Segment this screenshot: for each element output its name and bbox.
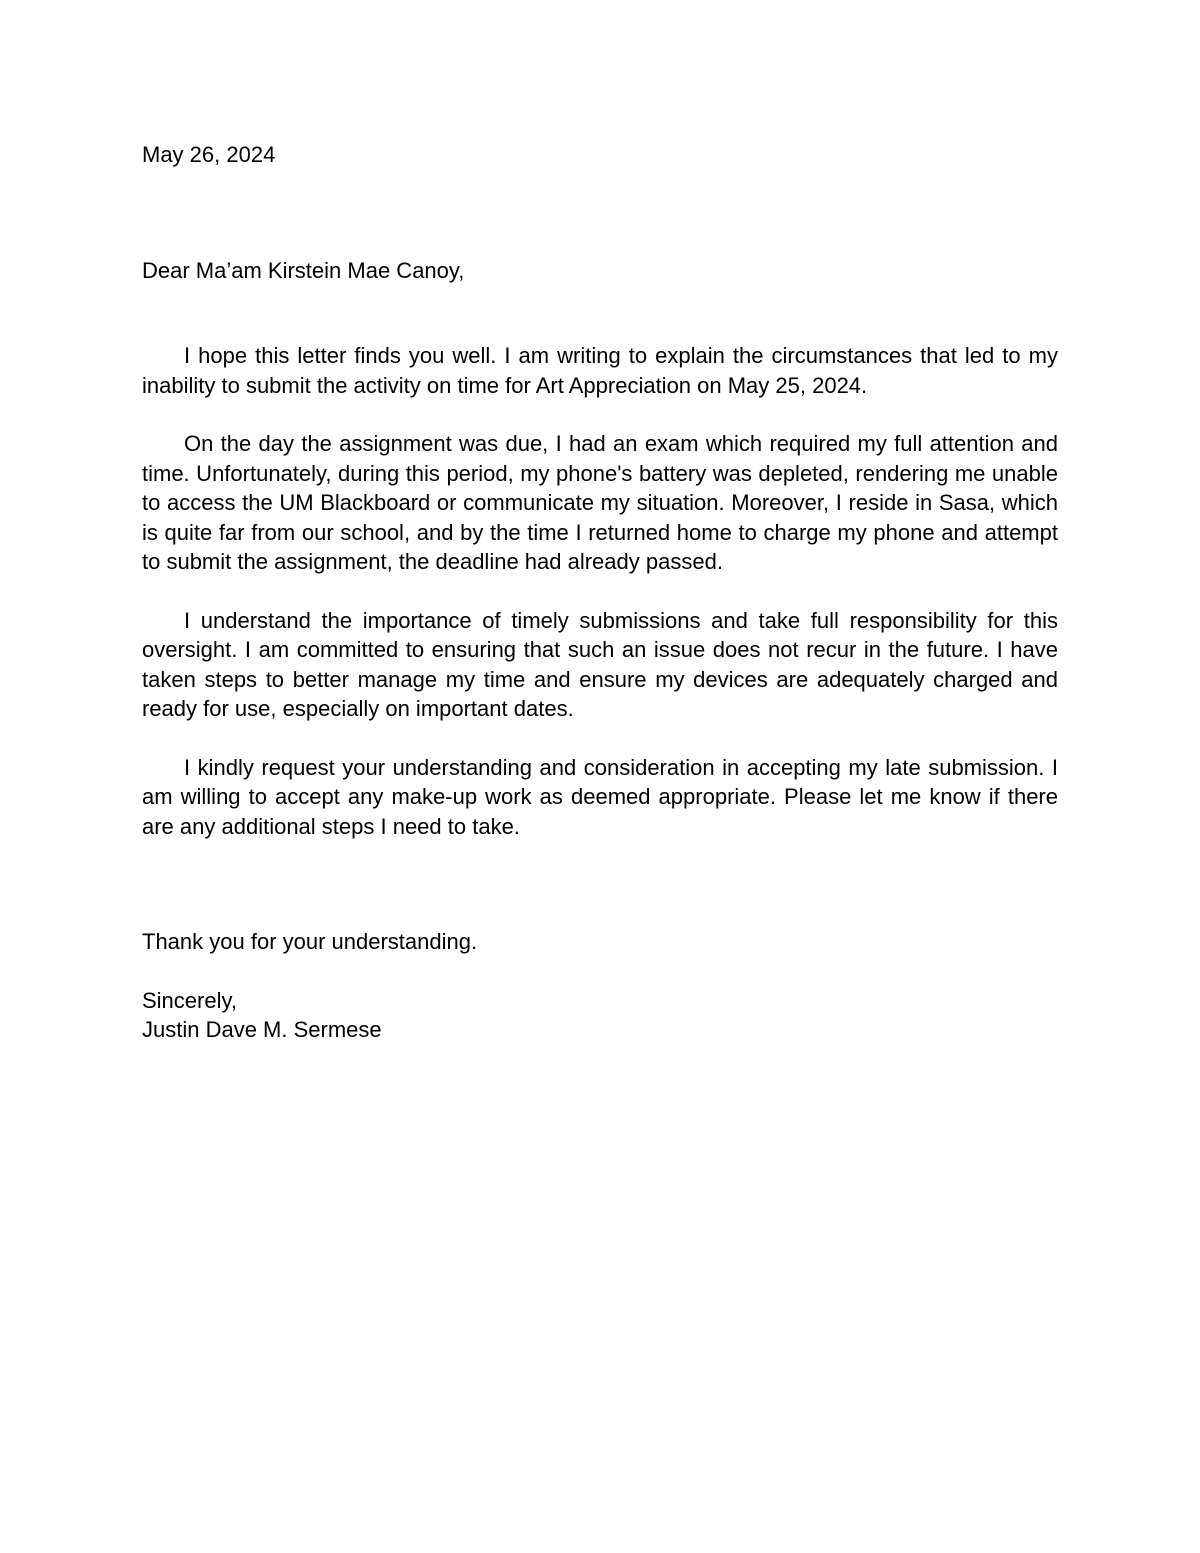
letter-date: May 26, 2024 — [142, 142, 276, 167]
signature-name: Justin Dave M. Sermese — [142, 1017, 382, 1042]
thank-you-line: Thank you for your understanding. — [142, 929, 478, 954]
paragraph-circumstances: On the day the assignment was due, I had an exam which required my full attention and time. Unfortunately, during this period, my phone's battery was depleted, rendering me unable to access the UM Blackboard or communicate my situation. Moreover, I reside in Sasa, which is quite far from our school, and by the time I returned home to charge my phone and attempt to submit the assignment, the deadline had already passed. — [142, 431, 1058, 574]
salutation: Dear Ma’am Kirstein Mae Canoy, — [142, 257, 465, 283]
letter-body — [142, 140, 1058, 1045]
closing: Sincerely, — [142, 987, 237, 1013]
paragraph-introduction: I hope this letter finds you well. I am writing to explain the circumstances that led to my inability to submit the activity on time for Art Appreciation on May 25, 2024. — [142, 343, 1058, 398]
paragraph-request: I kindly request your understanding and consideration in accepting my late submission. I am willing to accept any make-up work as deemed appropriate. Please let me know if there are any additional steps I need to take. — [142, 754, 1058, 839]
paragraph-responsibility: I understand the importance of timely submissions and take full responsibility for this oversight. I am committed to ensuring that such an issue does not recur in the future. I have taken steps to better manage my time and ensure my devices are adequately charged and ready for use, especially on important dates. — [142, 607, 1058, 721]
